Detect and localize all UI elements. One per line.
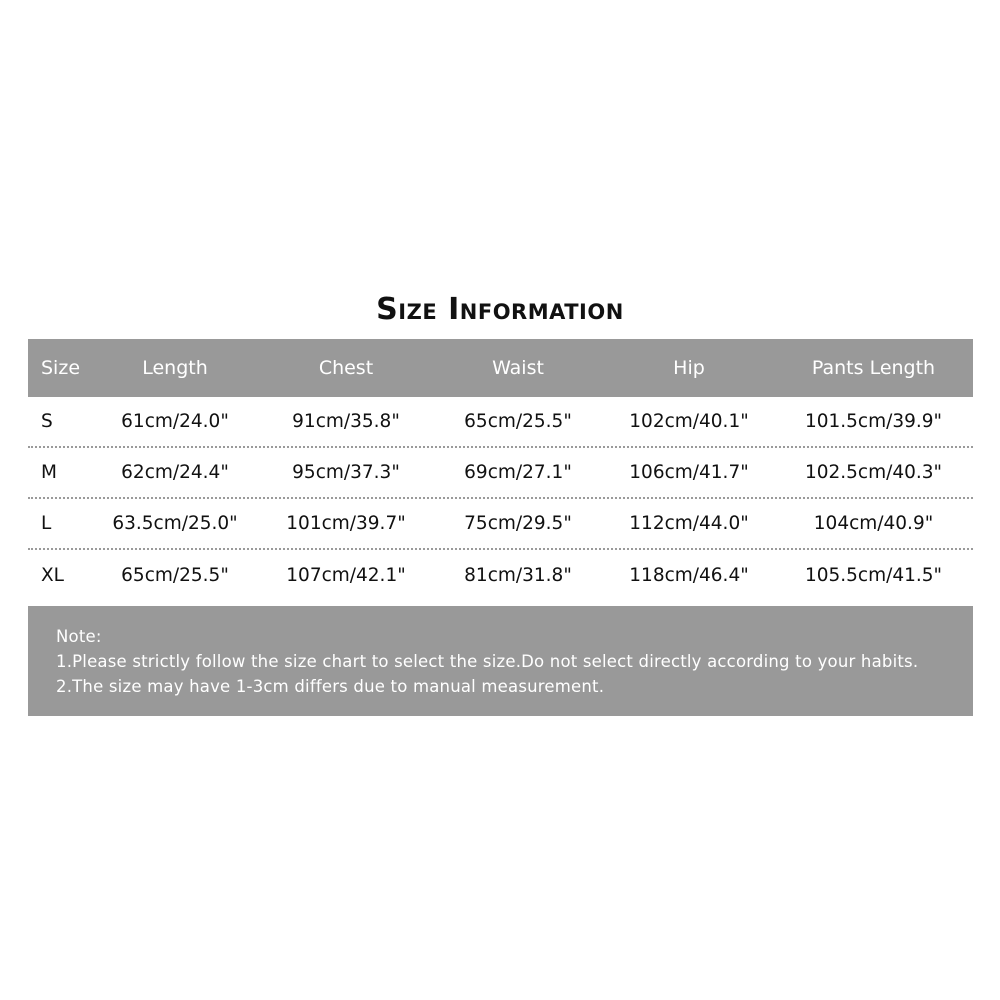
table-row: [28, 499, 973, 550]
header-pants-length: Pants Length: [811, 357, 936, 379]
pants-length-cell: 101.5cm/39.9": [804, 411, 943, 432]
header-size: Size: [41, 357, 81, 379]
chest-cell: 101cm/39.7": [286, 513, 406, 534]
header-length: Length: [142, 357, 208, 379]
chest-cell: 91cm/35.8": [292, 411, 400, 432]
note-box: [28, 606, 973, 716]
waist-cell: 65cm/25.5": [464, 411, 572, 432]
waist-cell: 69cm/27.1": [464, 462, 572, 483]
waist-cell: 81cm/31.8": [464, 565, 572, 586]
hip-cell: 118cm/46.4": [629, 565, 749, 586]
pants-length-cell: 105.5cm/41.5": [804, 565, 943, 586]
size-cell: XL: [41, 565, 64, 586]
hip-cell: 102cm/40.1": [629, 411, 749, 432]
size-cell: M: [41, 462, 57, 483]
pants-length-cell: 104cm/40.9": [813, 513, 934, 534]
chest-cell: 95cm/37.3": [292, 462, 400, 483]
header-waist: Waist: [492, 357, 544, 379]
length-cell: 63.5cm/25.0": [112, 513, 238, 534]
note-line: 1.Please strictly follow the size chart to select the size.Do not select directly according to your habits.: [56, 652, 919, 671]
page-title: Size Information: [376, 292, 624, 327]
pants-length-cell: 102.5cm/40.3": [804, 462, 943, 483]
hip-cell: 112cm/44.0": [629, 513, 749, 534]
hip-cell: 106cm/41.7": [629, 462, 749, 483]
table-row: [28, 448, 973, 499]
header-hip: Hip: [673, 357, 705, 379]
length-cell: 65cm/25.5": [121, 565, 229, 586]
note-heading: Note:: [56, 627, 102, 646]
note-line: 2.The size may have 1-3cm differs due to manual measurement.: [56, 677, 605, 696]
size-cell: S: [41, 411, 53, 432]
waist-cell: 75cm/29.5": [464, 513, 572, 534]
length-cell: 62cm/24.4": [121, 462, 229, 483]
table-row: [28, 550, 973, 601]
table-row: [28, 397, 973, 448]
header-chest: Chest: [318, 357, 374, 379]
size-table: [28, 339, 973, 601]
size-cell: L: [41, 513, 52, 534]
table-header-row: [28, 339, 973, 397]
length-cell: 61cm/24.0": [121, 411, 229, 432]
chest-cell: 107cm/42.1": [286, 565, 406, 586]
